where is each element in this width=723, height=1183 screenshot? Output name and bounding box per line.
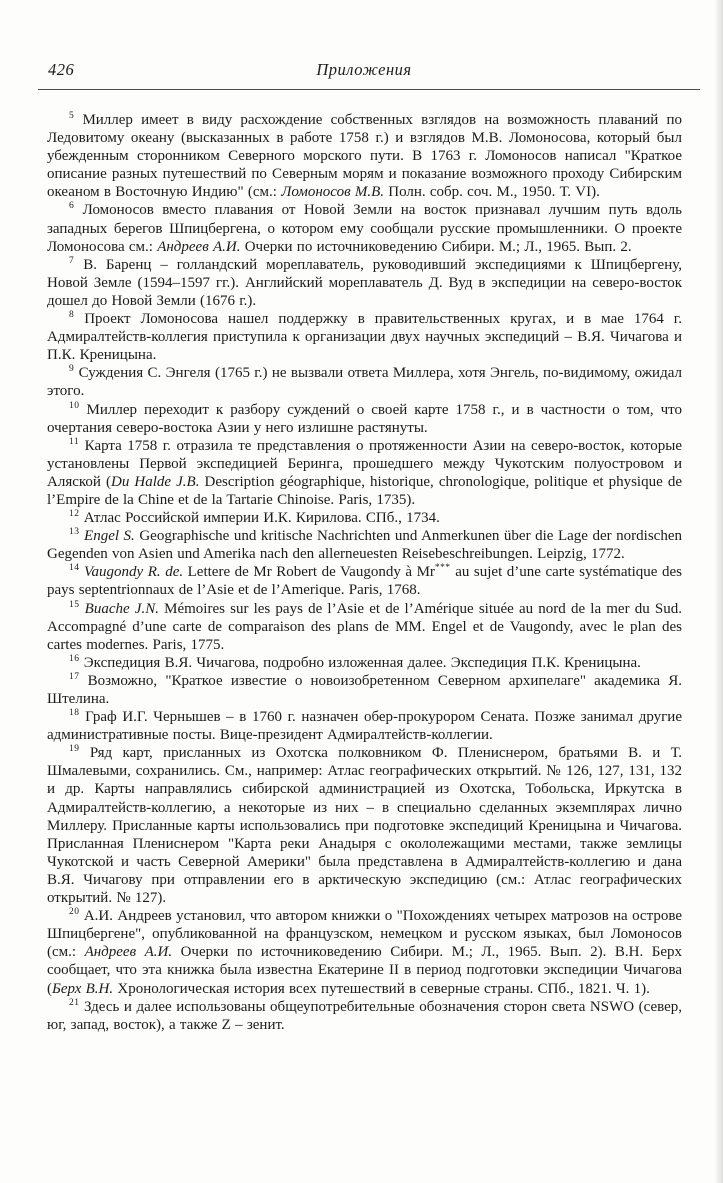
footnote-text: Экспедиция В.Я. Чичагова, подробно изложенная далее. Экспедиция П.К. Креницына.	[79, 654, 641, 671]
footnote-9	[47, 364, 682, 400]
footnote-21	[47, 998, 682, 1034]
footnote-text: В. Баренц – голландский мореплаватель, руководивший экспедициями к Шпицбергену, Новой Земле (1594–1597 гг.). Английский мореплаватель Д. Вуд в экспедиции на северо-восток дошел до Новой Земли (1676 г.).	[47, 256, 682, 309]
footnote-marker: 8	[69, 310, 75, 321]
footnote-marker: 7	[69, 255, 75, 266]
footnote-12	[47, 509, 682, 527]
running-title: Приложения	[316, 60, 412, 79]
footnote-7	[47, 256, 682, 310]
footnote-text: au sujet d’une carte systématique des pays septentrionnaux de l’Asie et de l’Amerique. Paris, 1768.	[47, 564, 682, 599]
footnote-text: Проект Ломоносова нашел поддержку в правительственных кругах, и в мае 1764 г. Адмиралтейств-коллегия приступила к организации двух научных экспедиций – В.Я. Чичагова и П.К. Креницына.	[47, 311, 682, 364]
footnote-marker: 9	[69, 364, 75, 375]
footnote-marker: 6	[69, 201, 75, 212]
footnote-marker: 12	[69, 509, 80, 520]
footnote-text: Миллер имеет в виду расхождение собственных взглядов на возможность плаваний по Ледовитому океану (высказанных в работе 1758 г.) и взглядов М.В. Ломоносова, который был убежденным сторонником Северного морского пути. В 1763 г. Ломоносов написал "Краткое описание разных путешествий по Северным морям и показание возможного проходу Сибирским океаном в Восточную Индию" (см.:	[47, 112, 682, 201]
footnote-marker: 20	[69, 907, 80, 918]
footnote-text: Хронологическая история всех путешествий в северные страны. СПб., 1821. Ч. 1).	[113, 980, 650, 997]
citation-author: Ломоносов М.В.	[281, 184, 384, 201]
citation-author: Андреев А.И.	[84, 944, 173, 961]
footnote-10	[47, 401, 682, 437]
footnote-11	[47, 437, 682, 509]
footnote-text: Очерки по источниковедению Сибири. М.; Л., 1965. Вып. 2). В.Н. Берх сообщает, что эта книжка была известна Екатерине II в период подготовки экспедиции Чичагова (	[47, 944, 683, 997]
footnote-text: Geographische und kritische Nachrichten und Anmerkunen über die Lage der nordischen Gegenden von Asien und Amerika nach den allerneuesten Reisebeschreibungen. Leipzig, 1772.	[47, 528, 682, 563]
footnote-text: Ряд карт, присланных из Охотска полковником Ф. Плениснером, братьями В. и Т. Шмалевыми, сохранились. См., например: Атлас географических открытий. № 126, 127, 131, 132 и др. Карты направлялись сибирской администрацией из Охотска, Тобольска, Иркутска в Адмиралтейств-коллегию, а некоторые из них – в специально сделанных экземплярах лично Миллеру. Присланные карты использовались при подготовке экспедиций Креницына и Чичагова. Присланная Плениснером "Карта реки Анадыря с окололежащими местами, также землицы Чукотской и часть Северной Америки" была представлена в Адмиралтейств-коллегию и дана В.Я. Чичагову при отправлении его в арктическую экспедицию (см.: Атлас географических открытий. № 127).	[47, 745, 682, 907]
citation-author: Андреев А.И.	[157, 238, 241, 255]
footnote-text: Здесь и далее использованы общеупотребительные обозначения сторон света NSWO (север, юг, запад, восток), а также Z – зенит.	[47, 998, 682, 1033]
footnote-14	[47, 563, 682, 599]
footnote-marker: 18	[69, 708, 80, 719]
citation-author: Buache J.N.	[79, 600, 159, 617]
footnote-marker: 5	[69, 111, 75, 121]
footnote-13	[47, 527, 682, 563]
citation-author: Du Halde J.B.	[111, 473, 200, 490]
footnote-marker: 14	[69, 563, 80, 574]
footnote-marker: 21	[69, 997, 80, 1008]
footnote-18	[47, 708, 682, 744]
footnote-marker: 17	[69, 671, 80, 682]
scan-edge-shading	[714, 0, 723, 1183]
footnote-marker: 19	[69, 744, 80, 755]
footnote-text: Миллер переходит к разбору суждений о своей карте 1758 г., и в частности о том, что очертания северо-востока Азии у него излишне растянуты.	[47, 401, 682, 436]
footnote-8	[47, 310, 682, 364]
footnote-text: Lettere de Mr Robert de Vaugondy à Mr	[183, 564, 435, 581]
footnote-marker: 15	[69, 599, 80, 610]
page-header	[40, 60, 688, 84]
footnote-text: Карта 1758 г. отразила те представления о протяженности Азии на северо-восток, которые установлены Первой экспедицией Беринга, прошедшего между Чукотским полуостровом и Аляской (	[47, 437, 682, 490]
page-number: 426	[48, 60, 75, 79]
header-rule	[38, 89, 700, 90]
footnote-text: А.И. Андреев установил, что автором книжки о "Похождениях четырех матрозов на острове Шпицбергене", опубликованной на французском, немецком и русском языках, был Ломоносов (см.:	[47, 908, 682, 961]
notes-list	[47, 111, 682, 1034]
footnote-15	[47, 600, 682, 654]
footnote-5	[47, 111, 682, 201]
footnote-text: Очерки по источниковедению Сибири. М.; Л., 1965. Вып. 2.	[240, 238, 632, 255]
footnote-text: Суждения С. Энгеля (1765 г.) не вызвали ответа Миллера, хотя Энгель, по-видимому, ожидал этого.	[47, 365, 682, 400]
footnote-marker: 13	[69, 527, 80, 538]
footnote-marker: ***	[434, 563, 451, 574]
citation-author: Vaugondy R. de.	[79, 564, 184, 581]
footnote-text: Возможно, "Краткое известие о новоизобретенном Северном архипелаге" академика Я. Штелина.	[47, 672, 682, 707]
footnote-text: Граф И.Г. Чернышев – в 1760 г. назначен обер-прокурором Сената. Позже занимал другие административные посты. Вице-президент Адмиралтейств-коллегии.	[47, 709, 682, 744]
footnote-20	[47, 907, 682, 997]
footnote-text: Description géographique, historique, chronologique, politique et physique de l’Empire de la Chine et de la Tartarie Chinoise. Paris, 1735).	[47, 473, 682, 508]
footnote-6	[47, 201, 682, 255]
footnote-text: Атлас Российской империи И.К. Кирилова. СПб., 1734.	[79, 510, 440, 527]
footnote-marker: 11	[69, 436, 80, 447]
footnote-marker: 16	[69, 653, 80, 664]
citation-author: Берх В.Н.	[52, 980, 114, 997]
footnote-marker: 10	[69, 400, 80, 411]
footnote-text: Ломоносов вместо плавания от Новой Земли на восток признавал лучшим путь вдоль западных берегов Шпицбергена, о котором ему сообщали русские промышленники. О проекте Ломоносова см.:	[47, 202, 682, 255]
footnote-19	[47, 744, 682, 907]
footnote-17	[47, 672, 682, 708]
footnote-text: Полн. собр. соч. М., 1950. Т. VI).	[384, 184, 600, 201]
footnote-text: Mémoires sur les pays de l’Asie et de l’Amérique située au nord de la mer du Sud. Accompagné d’une carte de comparaison des plans de MM. Engel et de Vaugondy, avec le plan des cartes modernes. Paris, 1775.	[47, 600, 682, 653]
footnote-16	[47, 654, 682, 672]
citation-author: Engel S.	[79, 528, 135, 545]
